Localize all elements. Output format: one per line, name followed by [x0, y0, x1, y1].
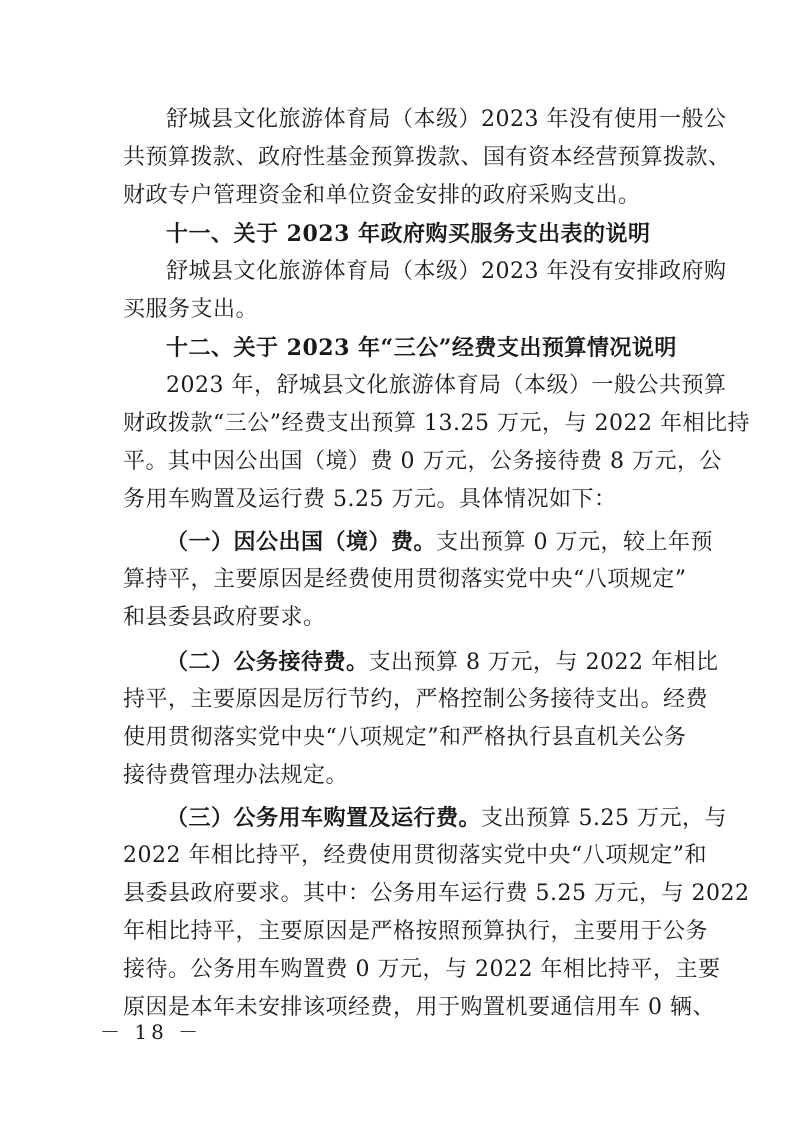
- section-heading-12: 十二、关于 2023 年“三公”经费支出预算情况说明: [166, 335, 677, 361]
- subsection-line: [166, 644, 719, 680]
- paragraph-line: 务用车购置及运行费 5.25 万元。具体情况如下：: [123, 487, 617, 512]
- subsection-text: 支出预算 8 万元，与 2022 年相比: [368, 650, 719, 675]
- paragraph-line: 县委县政府要求。其中：公务用车运行费 5.25 万元，与 2022: [123, 881, 750, 906]
- paragraph-line: 接待。公务用车购置费 0 万元，与 2022 年相比持平，主要: [123, 957, 721, 982]
- subsection-line: [166, 800, 727, 836]
- paragraph-line: 财政拨款“三公”经费支出预算 13.25 万元，与 2022 年相比持: [123, 411, 750, 436]
- subsection-text: 支出预算 5.25 万元，与: [481, 806, 727, 831]
- section-heading-11: 十一、关于 2023 年政府购买服务支出表的说明: [166, 221, 651, 247]
- paragraph-line: 算持平，主要原因是经费使用贯彻落实党中央“八项规定”: [123, 567, 687, 592]
- paragraph-line: 财政专户管理资金和单位资金安排的政府采购支出。: [123, 183, 641, 208]
- page-number: － 18 －: [100, 1020, 203, 1044]
- paragraph-line: 原因是本年未安排该项经费，用于购置机要通信用车 0 辆、: [123, 995, 715, 1020]
- paragraph-line: 2023 年，舒城县文化旅游体育局（本级）一般公共预算: [166, 373, 727, 398]
- paragraph-line: 买服务支出。: [123, 297, 259, 322]
- subsection-line: [166, 524, 713, 560]
- paragraph-line: 使用贯彻落实党中央“八项规定”和严格执行县直机关公务: [123, 725, 687, 750]
- subsection-title-3: （三）公务用车购置及运行费。: [166, 805, 482, 831]
- subsection-title-2: （二）公务接待费。: [166, 649, 369, 675]
- paragraph-line: 接待费管理办法规定。: [123, 763, 349, 788]
- paragraph-line: 舒城县文化旅游体育局（本级）2023 年没有使用一般公: [166, 107, 727, 132]
- paragraph-line: 平。其中因公出国（境）费 0 万元，公务接待费 8 万元，公: [123, 449, 722, 474]
- paragraph-line: 2022 年相比持平，经费使用贯彻落实党中央“八项规定”和: [123, 843, 707, 868]
- paragraph-line: 舒城县文化旅游体育局（本级）2023 年没有安排政府购: [166, 259, 727, 284]
- paragraph-line: 年相比持平，主要原因是严格按照预算执行，主要用于公务: [123, 919, 709, 944]
- subsection-text: 支出预算 0 万元，较上年预: [436, 530, 713, 555]
- paragraph-line: 共预算拨款、政府性基金预算拨款、国有资本经营预算拨款、: [123, 145, 731, 170]
- paragraph-line: 和县委县政府要求。: [123, 605, 326, 630]
- subsection-title-1: （一）因公出国（境）费。: [166, 529, 437, 555]
- paragraph-line: 持平，主要原因是厉行节约，严格控制公务接待支出。经费: [123, 687, 709, 712]
